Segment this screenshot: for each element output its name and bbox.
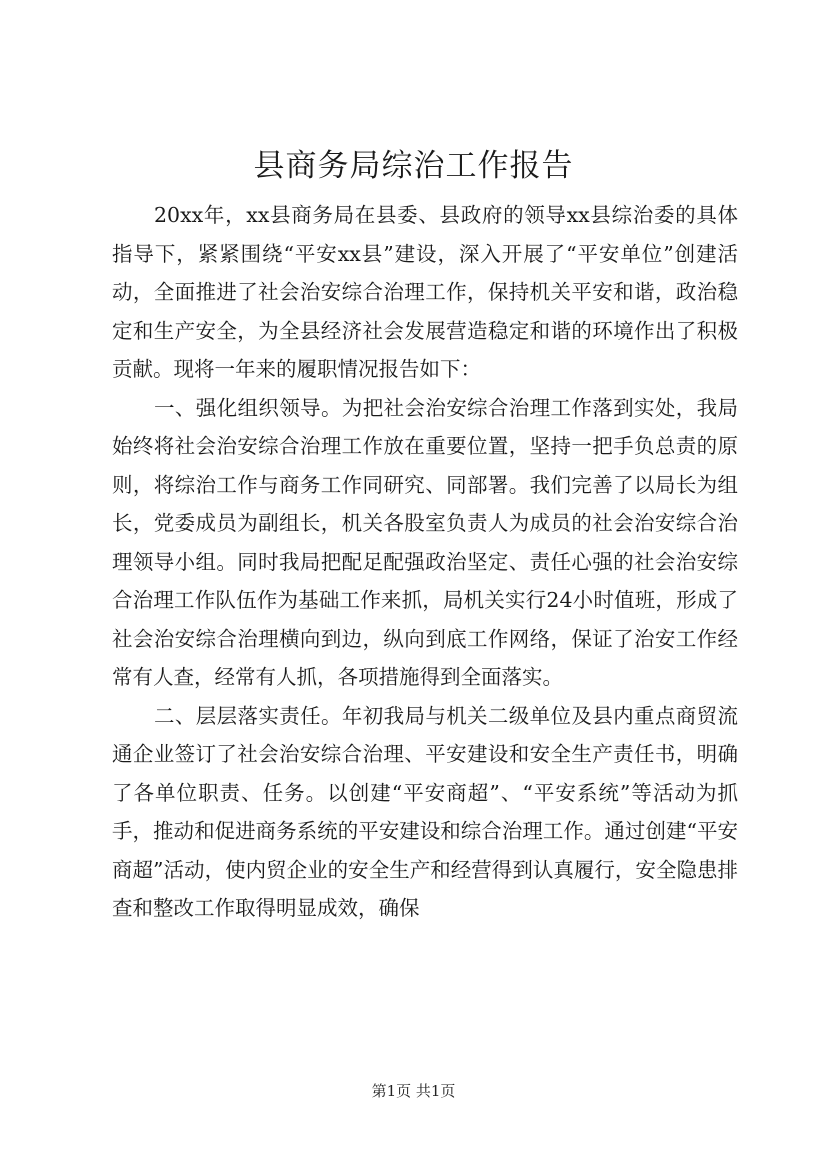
paragraph-section-1: 一、强化组织领导。为把社会治安综合治理工作落到实处，我局始终将社会治安综合治理工作放在重要位置，坚持一把手负总责的原则，将综治工作与商务工作同研究、同部署。我们完善了以局长为组长，党委成员为副组长，机关各股室负责人为成员的社会治安综合治理领导小组。同时我局把配足配强政治坚定、责任心强的社会治安综合治理工作队伍作为基础工作来抓，局机关实行24小时值班，形成了社会治安综合治理横向到边，纵向到底工作网络，保证了治安工作经常有人查，经常有人抓，各项措施得到全面落实。 <box>112 395 738 689</box>
document-body <box>112 196 738 928</box>
paragraph-section-2: 二、层层落实责任。年初我局与机关二级单位及县内重点商贸流通企业签订了社会治安综合治理、平安建设和安全生产责任书，明确了各单位职责、任务。以创建“平安商超”、“平安系统”等活动为抓手，推动和促进商务系统的平安建设和综合治理工作。通过创建“平安商超”活动，使内贸企业的安全生产和经营得到认真履行，安全隐患排查和整改工作取得明显成效，确保 <box>112 703 738 920</box>
document-title: 县商务局综治工作报告 <box>253 148 574 184</box>
page-footer: 第1页 共1页 <box>371 1082 456 1100</box>
paragraph-intro: 20xx年，xx县商务局在县委、县政府的领导xx县综治委的具体指导下，紧紧围绕“平安xx县”建设，深入开展了“平安单位”创建活动，全面推进了社会治安综合治理工作，保持机关平安和谐，政治稳定和生产安全，为全县经济社会发展营造稳定和谐的环境作出了积极贡献。现将一年来的履职情况报告如下： <box>112 203 738 381</box>
